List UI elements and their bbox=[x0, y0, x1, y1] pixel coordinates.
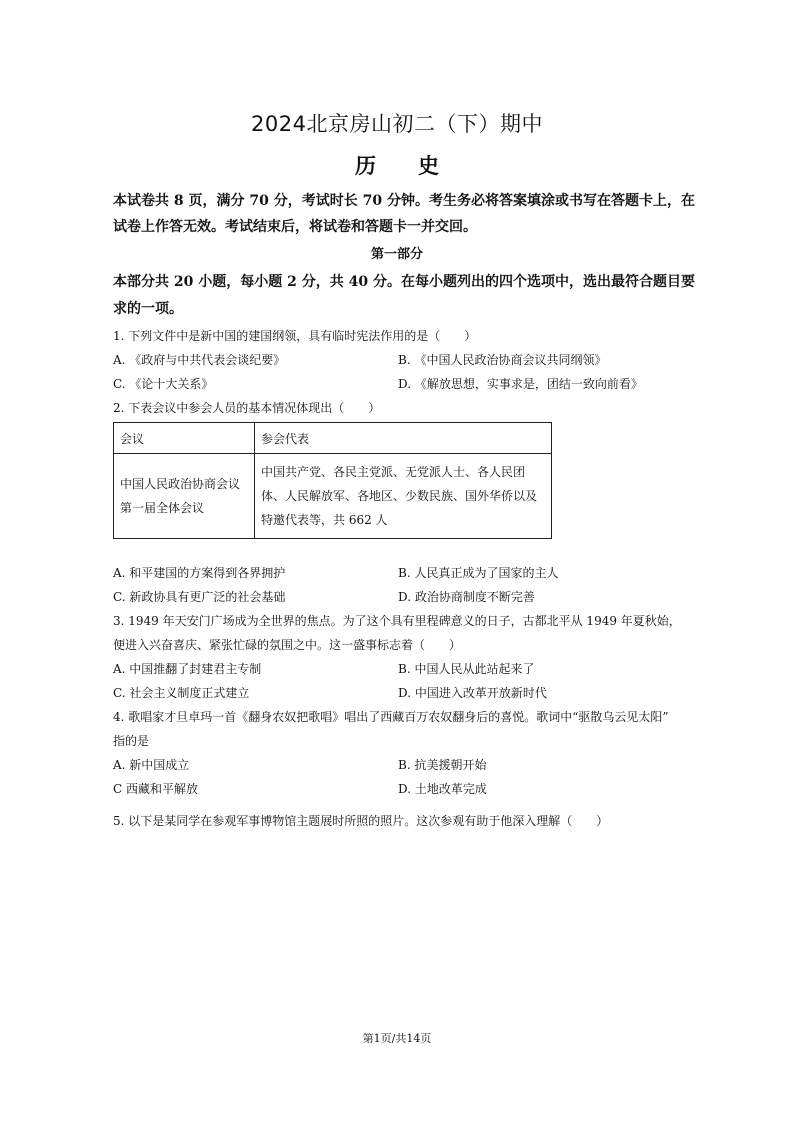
section-desc-line-2: 求的一项。 bbox=[113, 301, 183, 317]
question-1-option-b: B. 《中国人民政治协商会议共同纲领》 bbox=[398, 353, 607, 367]
question-4-stem-line-1: 4. 歌唱家才旦卓玛一首《翻身农奴把歌唱》唱出了西藏百万农奴翻身后的喜悦。歌词中“驱散乌云见太阳” bbox=[113, 710, 669, 724]
table-header-row bbox=[114, 423, 552, 454]
question-4-stem-line-2: 指的是 bbox=[113, 734, 150, 748]
subject-title bbox=[0, 150, 794, 180]
meeting-line-2: 第一届全体会议 bbox=[120, 501, 205, 515]
question-1-option-d: D. 《解放思想，实事求是，团结一致向前看》 bbox=[398, 377, 643, 391]
question-2-stem: 2. 下表会议中参会人员的基本情况体现出（ ） bbox=[113, 401, 381, 415]
subject-char-2: 史 bbox=[418, 154, 439, 178]
delegates-line-2: 体、人民解放军、各地区、少数民族、国外华侨以及 bbox=[261, 489, 538, 503]
question-3-option-a: A. 中国推翻了封建君主专制 bbox=[113, 662, 262, 676]
delegates-line-3: 特邀代表等，共 662 人 bbox=[261, 513, 388, 527]
question-4-option-b: B. 抗美援朝开始 bbox=[398, 758, 487, 772]
table-header-meeting: 会议 bbox=[114, 423, 255, 454]
meeting-table bbox=[113, 422, 552, 539]
question-2-option-b: B. 人民真正成为了国家的主人 bbox=[398, 566, 559, 580]
question-5-stem: 5. 以下是某同学在参观军事博物馆主题展时所照的照片。这次参观有助于他深入理解（ ） bbox=[113, 814, 609, 828]
question-4-option-d: D. 土地改革完成 bbox=[398, 782, 487, 796]
question-1-option-a: A. 《政府与中共代表会谈纪要》 bbox=[113, 353, 286, 367]
instructions-line-1: 本试卷共 8 页，满分 70 分，考试时长 70 分钟。考生务必将答案填涂或书写在答题卡上，在 bbox=[113, 193, 695, 209]
question-1-stem: 1. 下列文件中是新中国的建国纲领，具有临时宪法作用的是（ ） bbox=[113, 329, 477, 343]
meeting-line-1: 中国人民政治协商会议 bbox=[120, 477, 241, 491]
question-4-option-a: A. 新中国成立 bbox=[113, 758, 190, 772]
question-4-option-c: C 西藏和平解放 bbox=[113, 782, 198, 796]
question-2-option-a: A. 和平建国的方案得到各界拥护 bbox=[113, 566, 286, 580]
question-3-option-b: B. 中国人民从此站起来了 bbox=[398, 662, 535, 676]
question-3-stem-line-1: 3. 1949 年天安门广场成为全世界的焦点。为了这个具有里程碑意义的日子，古都北平从 1949 年夏秋始， bbox=[113, 614, 681, 628]
question-3-option-c: C. 社会主义制度正式建立 bbox=[113, 686, 250, 700]
question-1-option-c: C. 《论十大关系》 bbox=[113, 377, 214, 391]
delegates-line-1: 中国共产党、各民主党派、无党派人士、各人民团 bbox=[261, 465, 526, 479]
instructions-line-2: 试卷上作答无效。考试结束后，将试卷和答题卡一并交回。 bbox=[113, 219, 477, 235]
page-footer: 第1页/共14页 bbox=[362, 1032, 432, 1045]
table-row bbox=[114, 454, 552, 539]
question-2-option-d: D. 政治协商制度不断完善 bbox=[398, 590, 535, 604]
table-cell-delegates bbox=[255, 454, 552, 539]
page-title: 2024北京房山初二（下）期中 bbox=[251, 112, 543, 136]
table-cell-meeting bbox=[114, 454, 255, 539]
section-title: 第一部分 bbox=[370, 247, 423, 262]
subject-char-1: 历 bbox=[355, 154, 376, 178]
table-header-delegates: 参会代表 bbox=[255, 423, 552, 454]
question-2-option-c: C. 新政协具有更广泛的社会基础 bbox=[113, 590, 286, 604]
question-3-stem-line-2: 便进入兴奋喜庆、紧张忙碌的氛围之中。这一盛事标志着（ ） bbox=[113, 638, 462, 652]
section-desc-line-1: 本部分共 20 小题，每小题 2 分，共 40 分。在每小题列出的四个选项中，选出最符合题目要 bbox=[113, 274, 695, 290]
question-3-option-d: D. 中国进入改革开放新时代 bbox=[398, 686, 547, 700]
